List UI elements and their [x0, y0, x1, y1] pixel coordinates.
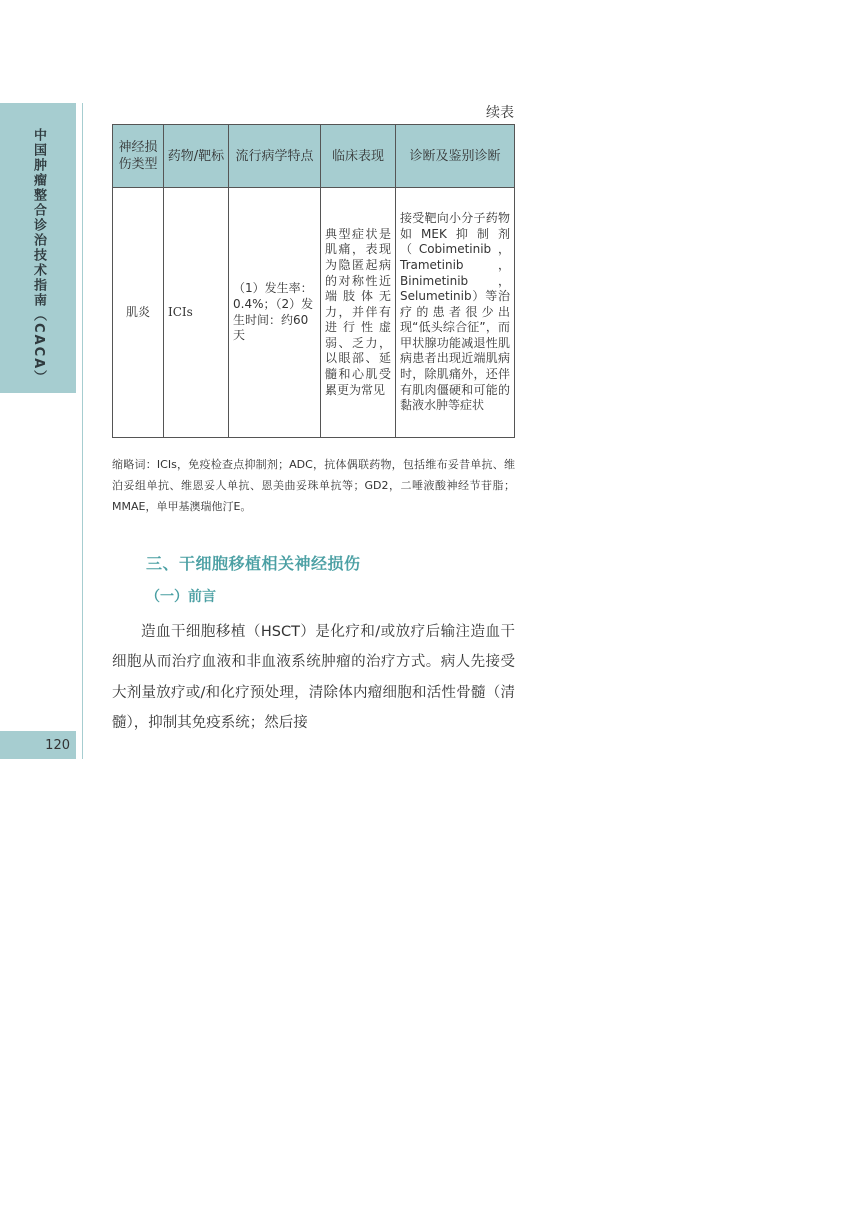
cell-epidemiology: （1）发生率：0.4%；（2）发生时间：约60天 [229, 188, 321, 438]
cell-injury-type: 肌炎 [113, 188, 164, 438]
data-table [112, 124, 515, 438]
continued-label: 续表 [486, 105, 514, 121]
header-injury-type: 神经损伤类型 [113, 125, 164, 188]
cell-diagnosis: 接受靶向小分子药物如MEK抑制剂（Cobimetinib，Trametinib，Binimetinib，Selumetinib）等治疗的患者很少出现“低头综合征”，而甲状腺功能减退性肌病患者出现近端肌病时，除肌痛外，还伴有肌肉僵硬和可能的黏液水肿等症状 [396, 188, 515, 438]
subsection-title: （一）前言 [146, 589, 216, 605]
table-header-row [113, 125, 515, 188]
header-drug-target: 药物/靶标 [164, 125, 229, 188]
cell-drug: ICIs [164, 188, 229, 438]
header-epidemiology: 流行病学特点 [229, 125, 321, 188]
section-title: 三、干细胞移植相关神经损伤 [146, 554, 361, 573]
page-number: 120 [45, 738, 70, 753]
header-diagnosis: 诊断及鉴别诊断 [396, 125, 515, 188]
book-title: 中国肿瘤整合诊治技术指南（CACA） [31, 128, 46, 386]
table-row [113, 188, 515, 438]
body-paragraph: 造血干细胞移植（HSCT）是化疗和/或放疗后输注造血干细胞从而治疗血液和非血液系统肿瘤的治疗方式。病人先接受大剂量放疗或/和化疗预处理，清除体内瘤细胞和活性骨髓（清髓），抑制其免疫系统；然后接 [112, 624, 515, 731]
cell-clinical: 典型症状是肌痛，表现为隐匿起病的对称性近端肢体无力，并伴有进行性虚弱、乏力，以眼部、延髓和心肌受累更为常见 [321, 188, 396, 438]
margin-divider [82, 103, 83, 759]
table-footnote: 缩略词：ICIs，免疫检查点抑制剂；ADC，抗体偶联药物，包括维布妥昔单抗、维泊妥组单抗、维恩妥人单抗、恩美曲妥珠单抗等；GD2，二唾液酸神经节苷脂；MMAE，单甲基澳瑞他汀E。 [112, 458, 515, 513]
header-clinical: 临床表现 [321, 125, 396, 188]
